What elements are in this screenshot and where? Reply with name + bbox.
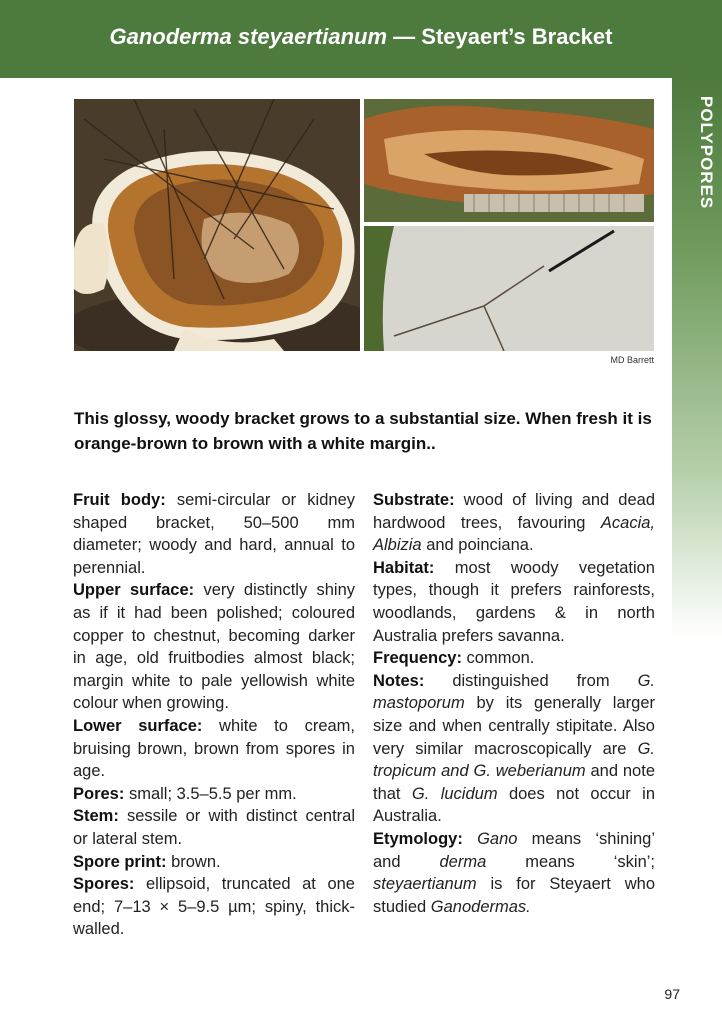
stem-entry: Stem: sessile or with distinct central or lateral stem. bbox=[73, 807, 355, 848]
notes-entry: Notes: distinguished from G. mastoporum by its generally larger size and when centrally stipitate. Also very similar macroscopically are G. tropicum and G. weberianum and note that G. lucidum does not occur in Australia. bbox=[373, 671, 655, 826]
left-column bbox=[73, 489, 355, 941]
photo-bracket-edge bbox=[364, 99, 654, 222]
right-column bbox=[373, 489, 655, 918]
spore-print-entry: Spore print: brown. bbox=[73, 852, 221, 871]
fruit-body-entry: Fruit body: semi-circular or kidney shaped bracket, 50–500 mm diameter; woody and hard, annual to perennial. bbox=[73, 491, 356, 577]
edge-illustration bbox=[364, 99, 654, 222]
intro-summary: This glossy, woody bracket grows to a substantial size. When fresh it is orange-brown to brown with a white margin.. bbox=[74, 409, 652, 453]
upper-surface-entry: Upper surface: very distinctly shiny as if it had been polished; coloured copper to chestnut, becoming darker in age, old fruitbodies almost black; margin white to pale yellowish white colour when growing. bbox=[73, 581, 356, 713]
pore-illustration bbox=[364, 226, 654, 351]
photo-credit: MD Barrett bbox=[610, 355, 654, 365]
spores-entry: Spores: ellipsoid, truncated at one end; 7–13 × 5–9.5 µm; spiny, thick-walled. bbox=[73, 875, 355, 939]
page-title bbox=[0, 22, 722, 52]
bracket-illustration bbox=[74, 99, 360, 351]
pores-entry: Pores: small; 3.5–5.5 per mm. bbox=[73, 784, 297, 803]
frequency-entry: Frequency: common. bbox=[373, 649, 535, 668]
habitat-entry: Habitat: most woody vegetation types, though it prefers rainforests, woodlands, gardens & in north Australia prefers savanna. bbox=[373, 558, 655, 645]
page-number: 97 bbox=[664, 986, 680, 1002]
title-separator: — bbox=[387, 24, 422, 49]
photo-main-bracket bbox=[74, 99, 360, 351]
common-name: Steyaert’s Bracket bbox=[421, 24, 613, 49]
lower-surface-entry: Lower surface: white to cream, bruising brown, brown from spores in age. bbox=[73, 716, 355, 781]
etymology-entry: Etymology: Gano means ‘shining’ and derma means ‘skin’; steyaertianum is for Steyaert who studied Ganodermas. bbox=[373, 829, 655, 916]
side-tab-label: POLYPORES bbox=[697, 96, 716, 210]
photo-pore-surface bbox=[364, 226, 654, 351]
substrate-entry: Substrate: wood of living and dead hardwood trees, favouring Acacia, Albizia and poinciana. bbox=[373, 491, 655, 555]
scientific-name: Ganoderma steyaertianum bbox=[109, 24, 388, 49]
